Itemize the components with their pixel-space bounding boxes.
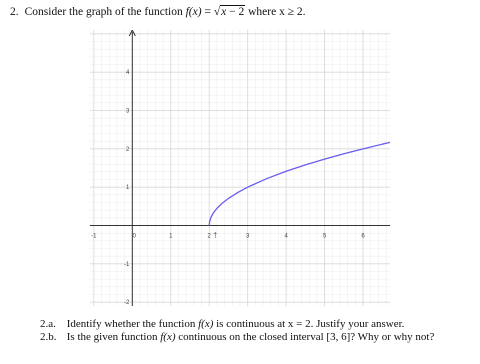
function-name: f(x) (185, 6, 202, 18)
question-2a-label: 2.a. (40, 318, 56, 330)
problem-statement (10, 6, 306, 18)
x2-marker: † (213, 232, 218, 240)
question-2b-label: 2.b. (40, 331, 57, 343)
y-tick-label: 1 (125, 185, 130, 192)
y-tick-label: 2 (125, 146, 130, 153)
x-tick-label: 1 (169, 233, 173, 240)
question-2a (40, 318, 404, 330)
problem-number: 2. (10, 6, 19, 18)
equals-sign: = (201, 6, 214, 18)
y-tick-label: 3 (125, 108, 130, 115)
graph-svg (90, 30, 390, 306)
y-tick-label: -2 (123, 300, 130, 306)
problem-intro: Consider the graph of the function (24, 6, 183, 18)
x-tick-label: 0 (132, 233, 136, 240)
question-2b-pre: Is the given function (66, 331, 158, 343)
x-tick-label: -1 (91, 233, 97, 240)
y-tick-label: 4 (125, 70, 130, 77)
radicand-x: x (221, 6, 227, 18)
x-tick-label: 4 (284, 233, 288, 240)
question-2b (40, 331, 434, 343)
square-root: √x − 2 (213, 6, 245, 18)
radicand-rest: − 2 (226, 6, 245, 18)
x-tick-label: 2 (207, 233, 211, 240)
x-tick-label: 5 (322, 233, 327, 240)
question-2a-fx: f(x) (198, 318, 214, 330)
y-tick-label: -1 (123, 261, 130, 268)
question-2b-post: continuous on the closed interval [3, 6]? Why or why not? (178, 331, 435, 343)
domain-condition: where x ≥ 2. (248, 6, 306, 18)
function-graph (90, 30, 390, 311)
x-tick-label: 6 (361, 233, 365, 240)
x-tick-label: 3 (246, 233, 250, 240)
question-2a-post: is continuous at x = 2. Justify your answer. (216, 318, 405, 330)
question-2a-pre: Identify whether the function (66, 318, 196, 330)
question-2b-fx: f(x) (160, 331, 176, 343)
